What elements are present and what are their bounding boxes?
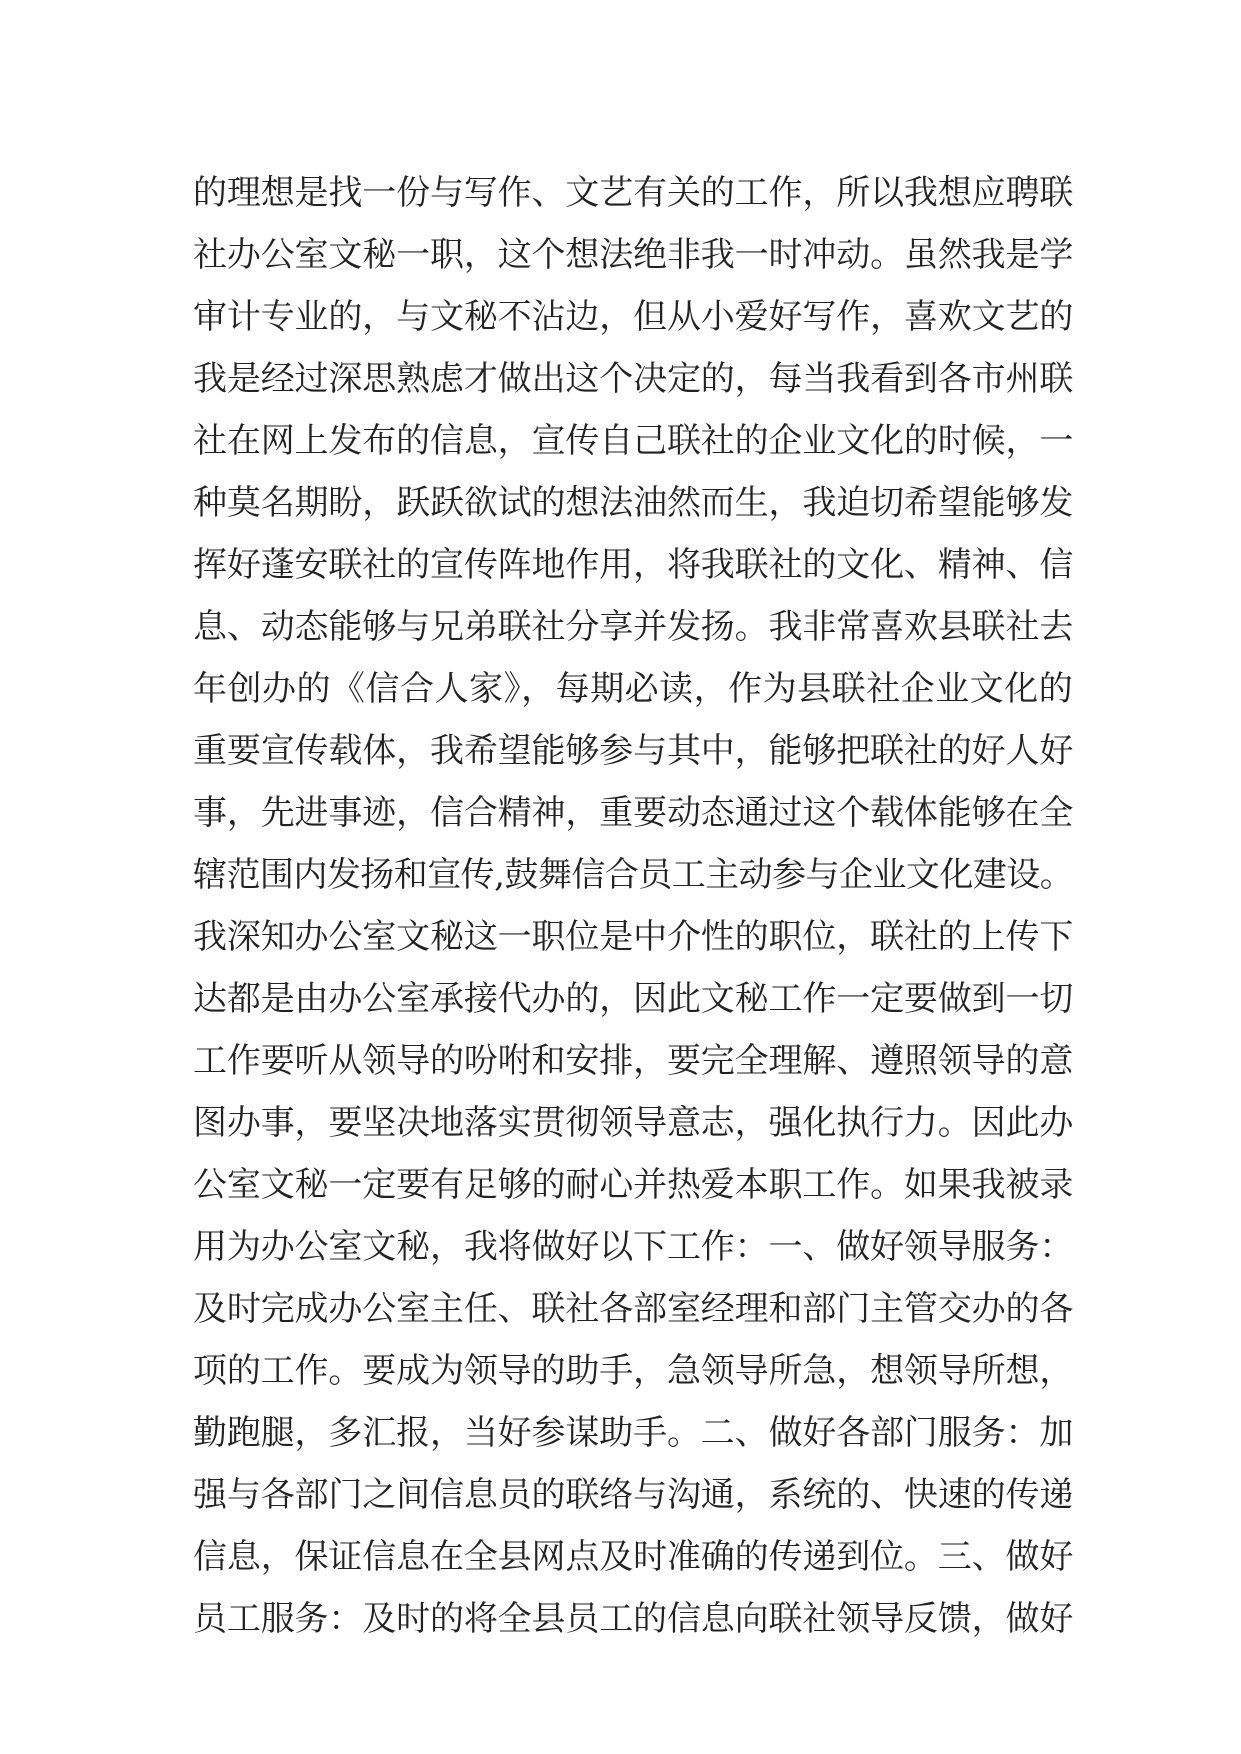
text-line: 项的工作。要成为领导的助手，急领导所急，想领导所想，	[193, 1351, 1074, 1391]
text-line: 的理想是找一份与写作、文艺有关的工作，所以我想应聘联	[193, 173, 1074, 213]
text-line: 及时完成办公室主任、联社各部室经理和部门主管交办的各	[193, 1289, 1074, 1329]
text-line: 我是经过深思熟虑才做出这个决定的，每当我看到各市州联	[193, 359, 1074, 399]
text-line: 年创办的《信合人家》，每期必读，作为县联社企业文化的	[193, 669, 1074, 709]
text-line: 公室文秘一定要有足够的耐心并热爱本职工作。如果我被录	[193, 1165, 1074, 1205]
text-line: 息、动态能够与兄弟联社分享并发扬。我非常喜欢县联社去	[193, 607, 1074, 647]
text-line: 社办公室文秘一职，这个想法绝非我一时冲动。虽然我是学	[193, 235, 1074, 275]
text-line: 用为办公室文秘，我将做好以下工作：一、做好领导服务：	[193, 1227, 1074, 1267]
text-line: 辖范围内发扬和宣传,鼓舞信合员工主动参与企业文化建设。	[193, 855, 1074, 895]
text-line: 信息，保证信息在全县网点及时准确的传递到位。三、做好	[193, 1537, 1074, 1577]
text-line: 勤跑腿，多汇报，当好参谋助手。二、做好各部门服务：加	[193, 1413, 1074, 1453]
text-line: 审计专业的，与文秘不沾边，但从小爱好写作，喜欢文艺的	[193, 297, 1074, 337]
body-text	[193, 162, 1073, 1650]
text-line: 达都是由办公室承接代办的，因此文秘工作一定要做到一切	[193, 979, 1074, 1019]
text-line: 种莫名期盼，跃跃欲试的想法油然而生，我迫切希望能够发	[193, 483, 1074, 523]
text-line: 我深知办公室文秘这一职位是中介性的职位，联社的上传下	[193, 917, 1074, 957]
text-line: 员工服务：及时的将全县员工的信息向联社领导反馈，做好	[193, 1599, 1074, 1639]
text-line: 强与各部门之间信息员的联络与沟通，系统的、快速的传递	[193, 1475, 1074, 1515]
text-line: 事，先进事迹，信合精神，重要动态通过这个载体能够在全	[193, 793, 1074, 833]
text-line: 重要宣传载体，我希望能够参与其中，能够把联社的好人好	[193, 731, 1074, 771]
text-line: 社在网上发布的信息，宣传自己联社的企业文化的时候，一	[193, 421, 1074, 461]
text-line: 图办事，要坚决地落实贯彻领导意志，强化执行力。因此办	[193, 1103, 1074, 1143]
text-line: 挥好蓬安联社的宣传阵地作用，将我联社的文化、精神、信	[193, 545, 1074, 585]
text-line: 工作要听从领导的吩咐和安排，要完全理解、遵照领导的意	[193, 1041, 1074, 1081]
